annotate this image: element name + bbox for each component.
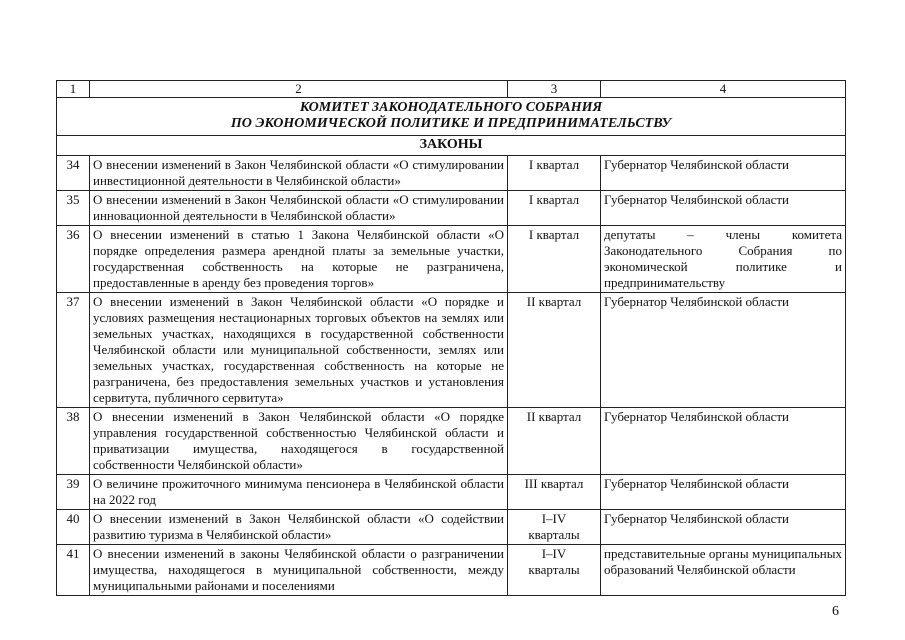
row-number: 41 [57, 545, 90, 596]
column-number-row [57, 81, 846, 98]
bill-title: О внесении изменений в статью 1 Закона Челябинской области «О порядке определения размера арендной платы за земельные участки, государственная собственность на которые не разграничена, предоставленные в аренду без проведения торгов» [90, 226, 508, 293]
bill-title: О внесении изменений в Закон Челябинской области «О порядке и условиях размещения нестационарных торговых объектов на землях или земельных участках, находящихся в государственной собственности Челябинской области или муниципальной собственности, землях или земельных участках, государственная собственность на которые не разграничена, без предоставления земельных участков и установления сервитута, публичного сервитута» [90, 293, 508, 408]
deadline-line-1: I–IV [541, 546, 567, 561]
committee-heading-line-2: ПО ЭКОНОМИЧЕСКОЙ ПОЛИТИКЕ И ПРЕДПРИНИМАТЕЛЬСТВУ [230, 116, 672, 131]
responsible: Губернатор Челябинской области [601, 408, 846, 475]
deadline: II квартал [508, 408, 601, 475]
table-row [57, 226, 846, 293]
committee-heading-row [57, 98, 846, 136]
responsible: депутаты – члены комитета Законодательного Собрания по экономической политике и предпринимательству [601, 226, 846, 293]
responsible: Губернатор Челябинской области [601, 475, 846, 510]
bill-title: О внесении изменений в Закон Челябинской области «О стимулировании инновационной деятельности в Челябинской области» [90, 191, 508, 226]
deadline: I квартал [508, 226, 601, 293]
responsible: Губернатор Челябинской области [601, 510, 846, 545]
responsible: Губернатор Челябинской области [601, 156, 846, 191]
column-number-2: 2 [90, 81, 508, 98]
row-number: 38 [57, 408, 90, 475]
row-number: 37 [57, 293, 90, 408]
deadline-line-2: кварталы [528, 562, 580, 577]
deadline: II квартал [508, 293, 601, 408]
bill-title: О внесении изменений в Закон Челябинской области «О содействии развитию туризма в Челябинской области» [90, 510, 508, 545]
row-number: 35 [57, 191, 90, 226]
bill-title: О величине прожиточного минимума пенсионера в Челябинской области на 2022 год [90, 475, 508, 510]
bill-title: О внесении изменений в законы Челябинской области о разграничении имущества, находящегося в муниципальной собственности, между муниципальными районами и поселениями [90, 545, 508, 596]
responsible: представительные органы муниципальных образований Челябинской области [601, 545, 846, 596]
section-heading: ЗАКОНЫ [57, 136, 846, 156]
responsible: Губернатор Челябинской области [601, 191, 846, 226]
table-row [57, 408, 846, 475]
row-number: 36 [57, 226, 90, 293]
bill-title: О внесении изменений в Закон Челябинской области «О порядке управления государственной собственностью Челябинской области и приватизации имущества, находящегося в государственной собственности Челябинской области» [90, 408, 508, 475]
row-number: 40 [57, 510, 90, 545]
committee-heading [57, 98, 846, 136]
column-number-4: 4 [601, 81, 846, 98]
work-plan-table [56, 80, 846, 596]
committee-heading-line-1: КОМИТЕТ ЗАКОНОДАТЕЛЬНОГО СОБРАНИЯ [299, 100, 603, 115]
deadline-line-2: кварталы [528, 527, 580, 542]
column-number-3: 3 [508, 81, 601, 98]
table-row [57, 191, 846, 226]
bill-title: О внесении изменений в Закон Челябинской области «О стимулировании инвестиционной деятельности в Челябинской области» [90, 156, 508, 191]
table-row [57, 475, 846, 510]
table-row [57, 293, 846, 408]
page-number: 6 [832, 604, 839, 619]
row-number: 39 [57, 475, 90, 510]
deadline: III квартал [508, 475, 601, 510]
deadline [508, 545, 601, 596]
column-number-1: 1 [57, 81, 90, 98]
deadline [508, 510, 601, 545]
section-heading-row [57, 136, 846, 156]
responsible: Губернатор Челябинской области [601, 293, 846, 408]
row-number: 34 [57, 156, 90, 191]
deadline: I квартал [508, 156, 601, 191]
deadline: I квартал [508, 191, 601, 226]
table-row [57, 510, 846, 545]
table-row [57, 545, 846, 596]
table-row [57, 156, 846, 191]
deadline-line-1: I–IV [541, 511, 567, 526]
